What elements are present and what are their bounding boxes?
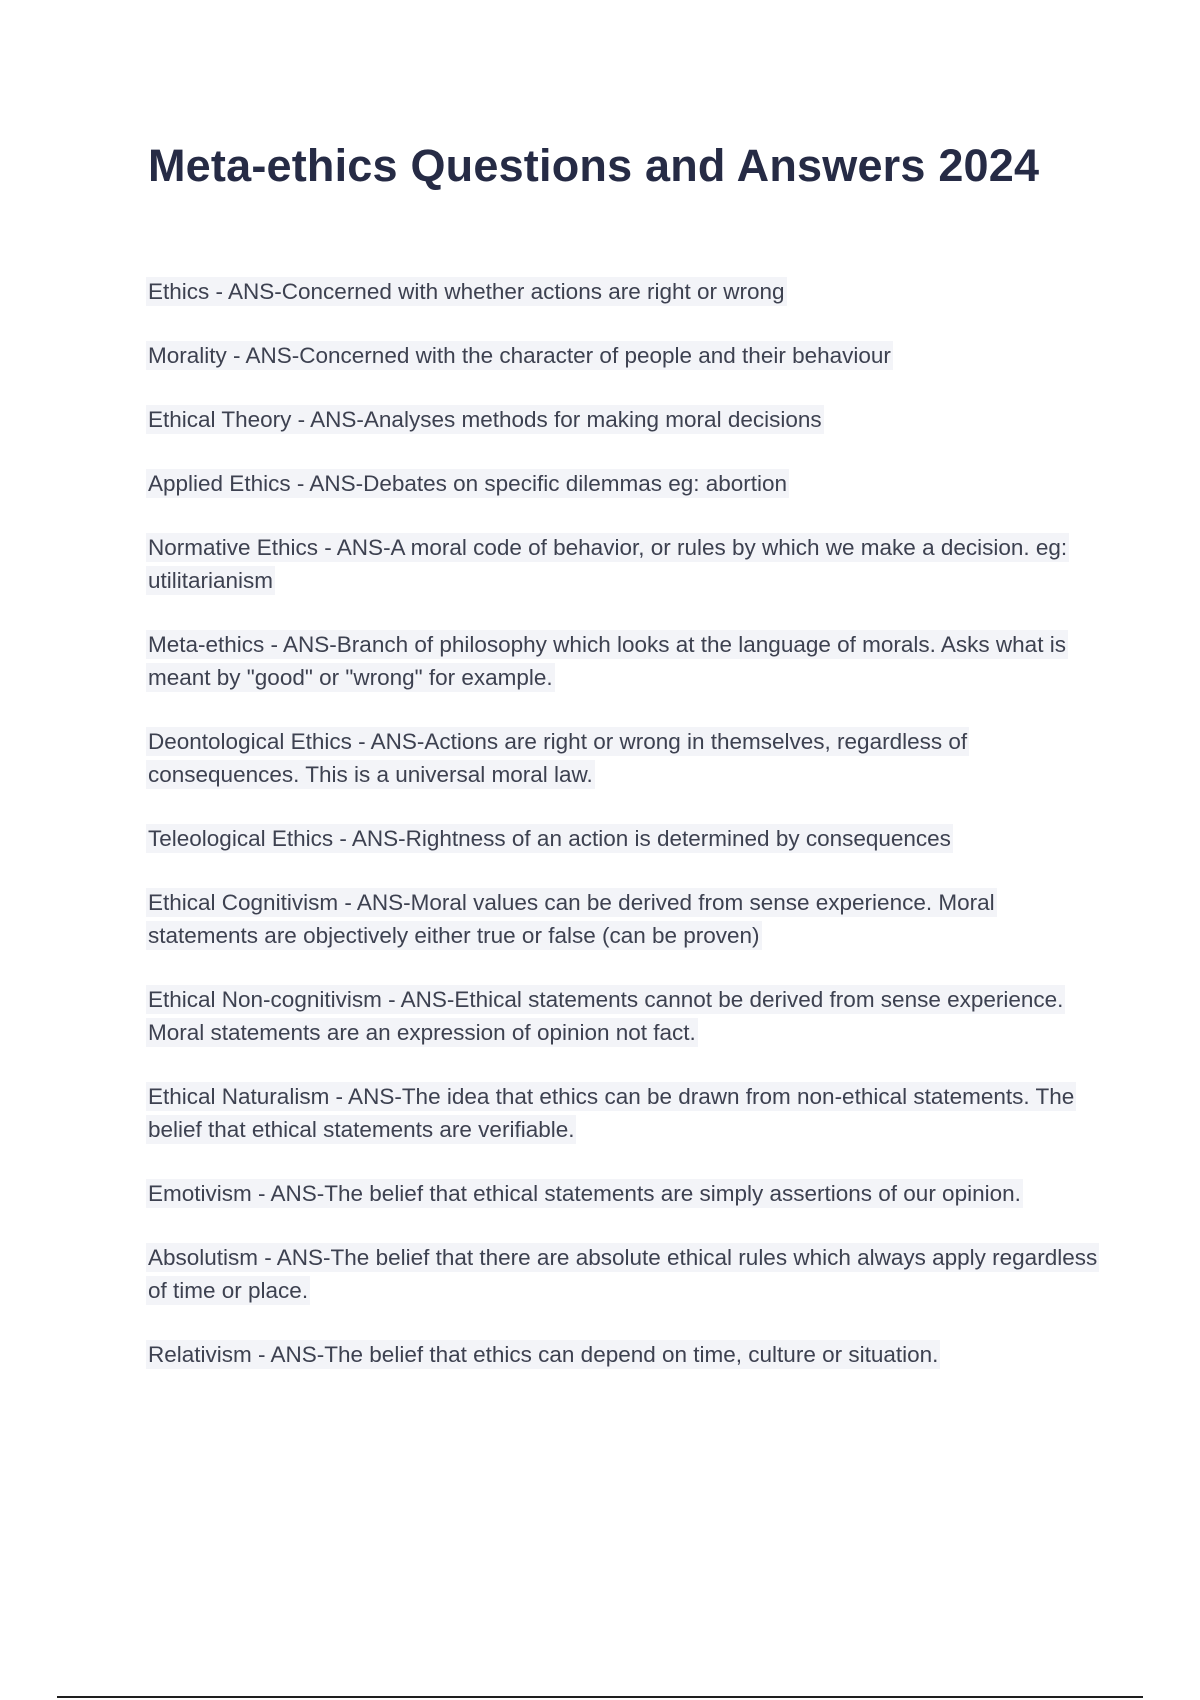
list-item: [146, 1338, 1106, 1371]
list-item: [146, 1241, 1106, 1307]
qa-entry-text: Ethical Naturalism - ANS-The idea that ethics can be drawn from non-ethical statements. The belief that ethical statements are verifiable.: [148, 1084, 1075, 1142]
list-item: [146, 531, 1106, 597]
footer-divider: [57, 1696, 1143, 1698]
qa-entry-text: Normative Ethics - ANS-A moral code of behavior, or rules by which we make a decision. eg: utilitarianism: [148, 535, 1068, 593]
list-item: [146, 628, 1106, 694]
qa-entry-text: Absolutism - ANS-The belief that there are absolute ethical rules which always apply regardless of time or place.: [148, 1245, 1098, 1303]
qa-list: [146, 275, 1106, 1402]
qa-entry-text: Emotivism - ANS-The belief that ethical statements are simply assertions of our opinion.: [148, 1181, 1021, 1206]
qa-entry-text: Ethical Theory - ANS-Analyses methods for making moral decisions: [148, 407, 822, 432]
qa-entry-text: Ethics - ANS-Concerned with whether actions are right or wrong: [148, 279, 785, 304]
list-item: [146, 339, 1106, 372]
list-item: [146, 1177, 1106, 1210]
qa-entry-text: Meta-ethics - ANS-Branch of philosophy which looks at the language of morals. Asks what is meant by "good" or "wrong" for example.: [148, 632, 1066, 690]
list-item: [146, 725, 1106, 791]
list-item: [146, 467, 1106, 500]
list-item: [146, 403, 1106, 436]
qa-entry-text: Applied Ethics - ANS-Debates on specific dilemmas eg: abortion: [148, 471, 788, 496]
qa-entry-text: Teleological Ethics - ANS-Rightness of an action is determined by consequences: [148, 826, 951, 851]
list-item: [146, 886, 1106, 952]
page-title: Meta-ethics Questions and Answers 2024: [148, 140, 1040, 191]
qa-entry-text: Ethical Cognitivism - ANS-Moral values can be derived from sense experience. Moral statements are objectively either true or false (can be proven): [148, 890, 995, 948]
list-item: [146, 275, 1106, 308]
qa-entry-text: Deontological Ethics - ANS-Actions are right or wrong in themselves, regardless of consequences. This is a universal moral law.: [148, 729, 968, 787]
qa-entry-text: Ethical Non-cognitivism - ANS-Ethical statements cannot be derived from sense experience. Moral statements are an expression of opinion not fact.: [148, 987, 1064, 1045]
qa-entry-text: Morality - ANS-Concerned with the character of people and their behaviour: [148, 343, 891, 368]
list-item: [146, 1080, 1106, 1146]
qa-entry-text: Relativism - ANS-The belief that ethics can depend on time, culture or situation.: [148, 1342, 939, 1367]
list-item: [146, 983, 1106, 1049]
list-item: [146, 822, 1106, 855]
